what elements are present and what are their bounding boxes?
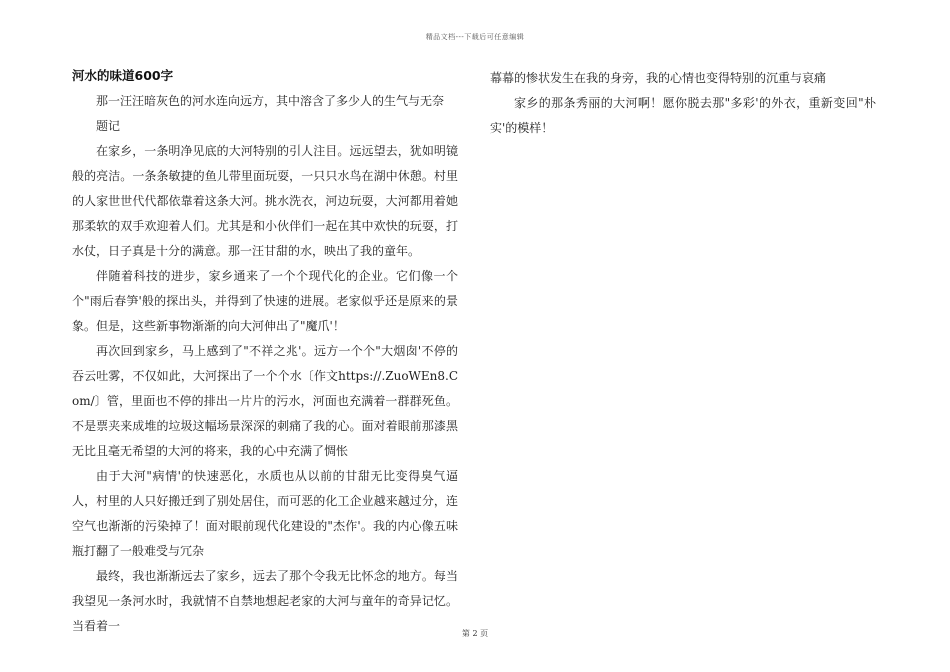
paragraph: 伴随着科技的进步，家乡通来了一个个现代化的企业。它们像一个个"雨后春笋'般的探出头，并得到了快速的进展。老家似乎还是原来的景象。但是，这些新事物渐渐的向大河伸出了"魔爪'！ — [72, 269, 458, 333]
paragraph: 幕幕的惨状发生在我的身旁，我的心情也变得特别的沉重与哀痛 — [490, 71, 827, 85]
article-title: 河水的味道600字 — [72, 68, 174, 83]
paragraph: 那一汪汪暗灰色的河水连向远方，其中溶含了多少人的生气与无奈 — [96, 94, 445, 108]
paragraph: 家乡的那条秀丽的大河啊！愿你脱去那"多彩'的外衣，重新变回"朴实'的模样！ — [490, 96, 876, 135]
paragraph: 在家乡，一条明净见底的大河特别的引人注目。远远望去，犹如明镜般的亮洁。一条条敏捷的鱼儿带里面玩耍，一只只水鸟在湖中休憩。村里的人家世世代代都依靠着这条大河。挑水洗衣，河边玩耍，大河都用着她那柔软的双手欢迎着人们。尤其是和小伙伴们一起在其中欢快的玩耍，打水仗，日子真是十分的满意。那一汪甘甜的水，映出了我的童年。 — [72, 144, 458, 258]
page-number: 第 2 页 — [461, 629, 489, 638]
paragraph: 再次回到家乡，马上感到了"不祥之兆'。远方一个个"大烟囱'不停的吞云吐雾，不仅如此，大河探出了一个个水〔作文https://.ZuoWEn8.Com/〕管，里面也不停的排出一片片的污水，河面也充满着一群群死鱼。不是票夹来成堆的垃圾这幅场景深深的刺痛了我的心。面对着眼前那漆黑无比且毫无希望的大河的将来，我的心中充满了惆怅 — [72, 344, 458, 458]
paragraph: 最终，我也渐渐远去了家乡，远去了那个令我无比怀念的地方。每当我望见一条河水时，我就情不自禁地想起老家的大河与童年的奇异记忆。当看着一 — [72, 569, 458, 633]
paragraph: 由于大河"病情'的快速恶化，水质也从以前的甘甜无比变得臭气逼人，村里的人只好搬迁到了别处居住，而可恶的化工企业越来越过分，连空气也渐渐的污染掉了！面对眼前现代化建设的"杰作'。我的内心像五味瓶打翻了一般难受与冗杂 — [72, 469, 458, 558]
right-column — [490, 66, 876, 141]
paragraph: 题记 — [96, 119, 121, 133]
header-note: 精品文档---下载后可任意编辑 — [425, 33, 525, 41]
left-column — [72, 66, 458, 639]
